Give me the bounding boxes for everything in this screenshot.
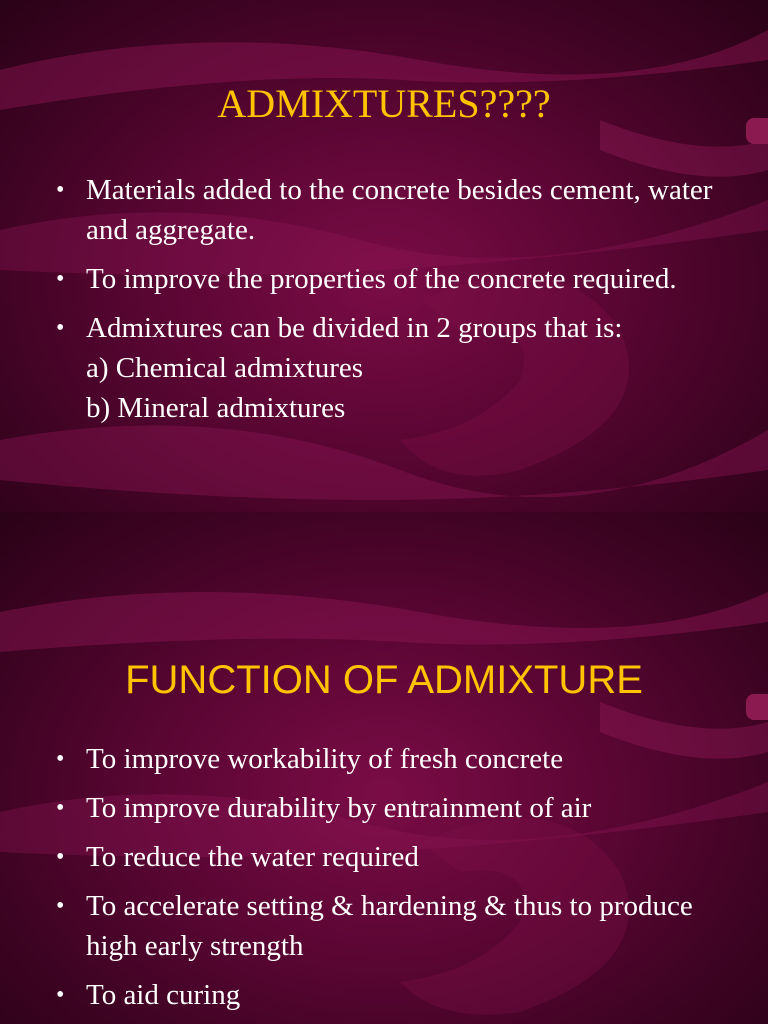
list-item (56, 259, 716, 299)
slide-title: ADMIXTURES???? (217, 81, 551, 126)
bullet-icon: • (56, 982, 65, 1008)
list-item (56, 739, 716, 779)
bullet-text: To aid curing (86, 979, 241, 1011)
list-item (56, 837, 716, 877)
bullet-icon: • (56, 177, 65, 203)
bullet-text: To reduce the water required (86, 841, 419, 873)
bullet-text: To improve durability by entrainment of air (86, 792, 592, 824)
list-item (56, 170, 716, 250)
slide-2 (0, 512, 768, 1024)
bullet-icon: • (56, 795, 65, 821)
bullet-icon: • (56, 315, 65, 341)
bullet-text: To improve workability of fresh concrete (86, 743, 564, 775)
bullet-list (56, 170, 716, 437)
bullet-text: To accelerate setting & hardening & thus to produce high early strength (86, 890, 693, 962)
sub-item: a) Chemical admixtures (86, 352, 364, 384)
list-item (56, 886, 716, 966)
list-item (56, 788, 716, 828)
bullet-icon: • (56, 746, 65, 772)
bullet-text: Materials added to the concrete besides cement, water and aggregate. (86, 174, 713, 246)
list-item (56, 308, 716, 428)
list-item (56, 975, 716, 1015)
bullet-icon: • (56, 893, 65, 919)
bullet-icon: • (56, 844, 65, 870)
slide-title: FUNCTION OF ADMIXTURE (125, 658, 643, 702)
bullet-icon: • (56, 266, 65, 292)
sub-item: b) Mineral admixtures (86, 392, 346, 424)
bullet-list (56, 739, 716, 1024)
bullet-text: Admixtures can be divided in 2 groups that is: (86, 312, 623, 344)
bullet-text: To improve the properties of the concrete required. (86, 263, 677, 295)
